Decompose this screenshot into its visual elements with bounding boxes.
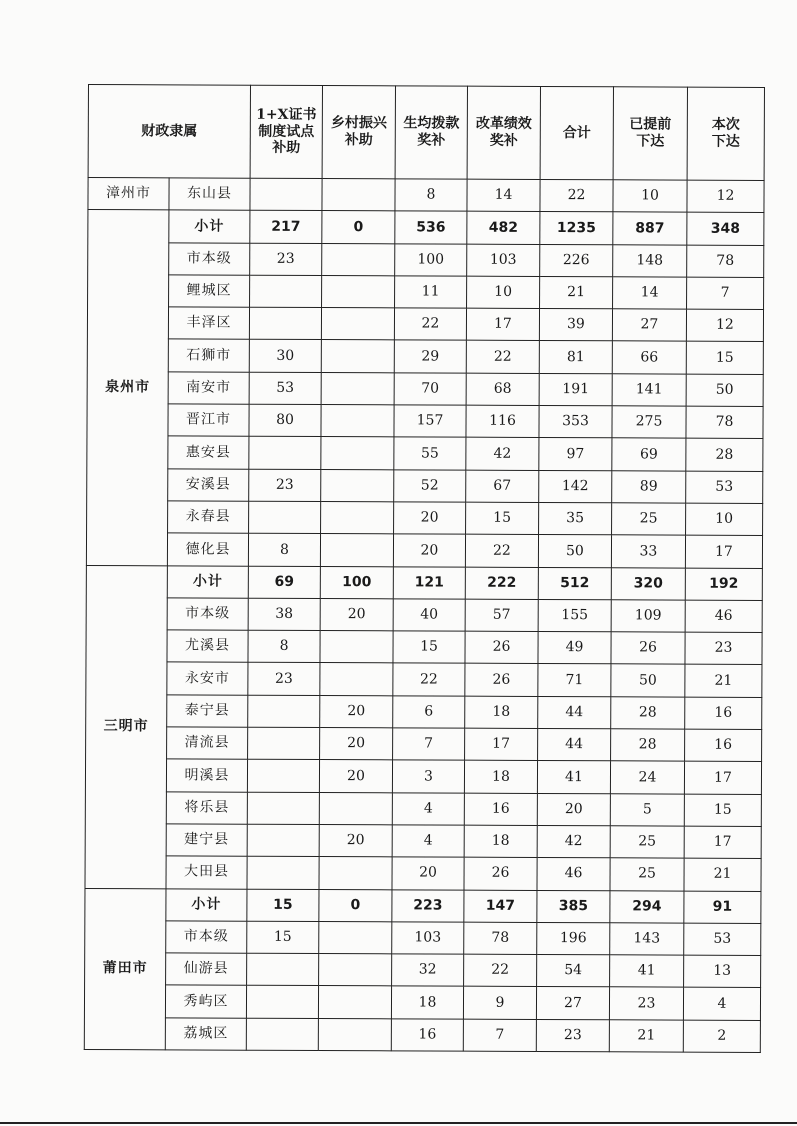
cell-per-student: 16: [391, 1019, 463, 1052]
header-per-student-line: 奖补: [417, 132, 446, 149]
cell-advance: 148: [613, 244, 687, 277]
cell-total: 21: [540, 276, 613, 309]
county-cell: 市本级: [166, 921, 247, 954]
cell-cert: [247, 824, 319, 857]
cell-per-student: 20: [393, 534, 465, 567]
county-cell: 大田县: [166, 856, 247, 889]
table-row: [84, 1017, 760, 1052]
header-rural: [322, 86, 395, 179]
cell-advance: 28: [611, 697, 685, 730]
cell-cert: [247, 760, 319, 793]
cell-cert: [246, 986, 318, 1019]
cell-advance: 143: [610, 923, 684, 956]
cell-per-student: 6: [393, 696, 465, 729]
cell-current: 17: [684, 826, 761, 859]
cell-reform: 9: [463, 987, 536, 1020]
cell-reform: 22: [464, 954, 537, 987]
cell-cert: 38: [248, 598, 320, 631]
table-row: [88, 242, 764, 277]
city-cell: 漳州市: [88, 178, 169, 211]
cell-total: 385: [537, 890, 610, 923]
cell-current: 53: [684, 923, 761, 956]
cell-total: 46: [537, 858, 610, 891]
county-cell: 安溪县: [168, 469, 249, 502]
county-cell: 清流县: [167, 727, 248, 760]
cell-advance: 25: [612, 503, 686, 536]
cell-current: 4: [683, 988, 760, 1021]
county-cell: 明溪县: [166, 759, 247, 792]
cell-current: 16: [685, 697, 762, 730]
header-affiliation: 财政隶属: [88, 85, 250, 179]
cell-reform: 26: [465, 631, 538, 664]
cell-rural: [321, 405, 394, 438]
header-advance: [613, 87, 687, 180]
page-bottom-rule: [0, 1122, 797, 1124]
cell-per-student: 22: [394, 308, 466, 341]
header-row: [88, 85, 764, 181]
cell-cert: 53: [249, 372, 321, 405]
table-row: [88, 178, 764, 213]
cell-reform: 26: [465, 664, 538, 697]
cell-reform: 482: [467, 211, 540, 244]
cell-advance: 275: [612, 406, 686, 439]
cell-advance: 25: [610, 826, 684, 859]
county-cell: 尤溪县: [167, 630, 248, 663]
cell-cert: [248, 727, 320, 760]
cell-total: 20: [537, 793, 610, 826]
city-cell: 泉州市: [86, 210, 169, 566]
cell-per-student: 3: [392, 760, 464, 793]
cell-total: 512: [538, 567, 611, 600]
cell-cert: [249, 307, 321, 340]
cell-rural: [321, 308, 394, 341]
cell-rural: [319, 921, 392, 954]
cell-cert: 217: [250, 211, 322, 244]
cell-per-student: 20: [392, 857, 464, 890]
header-reform-line: 改革绩效: [475, 115, 532, 133]
cell-current: 348: [687, 212, 764, 245]
cell-current: 21: [684, 858, 761, 891]
city-cell: 莆田市: [84, 888, 166, 1050]
cell-current: 23: [685, 632, 762, 665]
cell-rural: [318, 1018, 391, 1051]
cell-per-student: 55: [394, 437, 466, 470]
cell-cert: 8: [248, 630, 320, 663]
county-cell: 荔城区: [165, 1018, 246, 1051]
cell-current: 15: [684, 794, 761, 827]
cell-reform: 15: [466, 502, 539, 535]
county-cell: 仙游县: [166, 953, 247, 986]
cell-current: 46: [685, 600, 762, 633]
cell-advance: 69: [612, 438, 686, 471]
cell-reform: 147: [464, 890, 537, 923]
cell-cert: [249, 501, 321, 534]
cell-cert: [250, 275, 322, 308]
cell-advance: 41: [610, 955, 684, 988]
table-row: [87, 371, 763, 406]
cell-current: 28: [686, 438, 763, 471]
cell-reform: 17: [466, 308, 539, 341]
cell-reform: 10: [467, 276, 540, 309]
cell-current: 192: [685, 568, 762, 601]
table-body: [84, 178, 764, 1053]
county-cell: 东山县: [169, 178, 250, 211]
cell-per-student: 4: [392, 792, 464, 825]
cell-total: 353: [539, 406, 612, 439]
cell-current: 16: [685, 729, 762, 762]
cell-per-student: 4: [392, 825, 464, 858]
cell-current: 78: [687, 245, 764, 278]
cell-advance: 14: [613, 277, 687, 310]
allocation-table: [84, 84, 765, 1053]
table-row: [87, 468, 763, 503]
cell-advance: 5: [610, 793, 684, 826]
cell-advance: 320: [611, 567, 685, 600]
header-rural-line: 补助: [344, 132, 373, 149]
cell-total: 44: [538, 696, 611, 729]
cell-advance: 66: [612, 341, 686, 374]
cell-cert: 15: [247, 889, 319, 922]
cell-rural: 20: [320, 695, 393, 728]
cell-cert: [248, 695, 320, 728]
cell-per-student: 20: [394, 502, 466, 535]
table-row: [86, 597, 762, 632]
cell-advance: 24: [610, 761, 684, 794]
cell-current: 17: [685, 535, 762, 568]
cell-cert: 69: [248, 566, 320, 599]
cell-cert: [247, 953, 319, 986]
table-row: [87, 339, 763, 374]
table-row: [87, 404, 763, 439]
cell-rural: 0: [319, 889, 392, 922]
header-advance-line: 下达: [636, 133, 665, 150]
county-cell: 泰宁县: [167, 695, 248, 728]
table-row: [86, 533, 762, 568]
cell-current: 10: [686, 503, 763, 536]
cell-total: 44: [538, 729, 611, 762]
cell-rural: [322, 243, 395, 276]
county-cell: 市本级: [167, 598, 248, 631]
cell-rural: [319, 954, 392, 987]
cell-advance: 33: [611, 535, 685, 568]
table-row: [84, 985, 760, 1020]
cell-current: 7: [687, 277, 764, 310]
cell-reform: 17: [465, 728, 538, 761]
cell-advance: 25: [610, 858, 684, 891]
cell-per-student: 70: [394, 373, 466, 406]
cell-advance: 887: [613, 212, 687, 245]
header-reform-line: 奖补: [489, 132, 518, 149]
county-cell: 晋江市: [168, 404, 249, 437]
header-total: [540, 86, 613, 179]
cell-cert: 8: [248, 533, 320, 566]
table-row: [87, 307, 763, 342]
cell-rural: [318, 986, 391, 1019]
header-cert-line: 补助: [272, 140, 301, 157]
cell-reform: 22: [465, 534, 538, 567]
cell-current: 12: [687, 180, 764, 213]
table-row: [85, 953, 761, 988]
cell-advance: 10: [613, 180, 687, 213]
cell-per-student: 32: [392, 954, 464, 987]
table-row: [86, 694, 762, 729]
cell-cert: 23: [248, 663, 320, 696]
cell-reform: 22: [466, 341, 539, 374]
subtotal-label: 小计: [166, 888, 247, 921]
cell-reform: 26: [464, 857, 537, 890]
cell-current: 2: [683, 1020, 760, 1053]
cell-current: 50: [686, 374, 763, 407]
cell-reform: 7: [463, 1019, 536, 1052]
header-total-line: 合计: [562, 124, 591, 141]
table-row: [86, 727, 762, 762]
header-reform: [467, 86, 540, 179]
cell-current: 12: [686, 309, 763, 342]
cell-rural: 20: [319, 824, 392, 857]
cell-rural: 100: [320, 566, 393, 599]
cell-rural: [321, 437, 394, 470]
cell-per-student: 18: [391, 986, 463, 1019]
cell-advance: 109: [611, 600, 685, 633]
cell-rural: [320, 631, 393, 664]
table-row: [85, 759, 761, 794]
header-per-student: [395, 86, 467, 179]
cell-rural: [321, 340, 394, 373]
cell-total: 142: [539, 470, 612, 503]
cell-current: 17: [684, 761, 761, 794]
cell-per-student: 11: [395, 276, 467, 309]
cell-cert: 80: [249, 404, 321, 437]
cell-cert: [246, 1018, 318, 1051]
cell-rural: [320, 534, 393, 567]
cell-rural: [319, 792, 392, 825]
cell-rural: [321, 469, 394, 502]
cell-reform: 222: [465, 567, 538, 600]
cell-advance: 23: [609, 987, 683, 1020]
cell-total: 22: [540, 179, 613, 212]
table-row: [85, 856, 761, 891]
cell-total: 71: [538, 664, 611, 697]
cell-rural: [321, 372, 394, 405]
cell-rural: [320, 663, 393, 696]
cell-per-student: 121: [393, 566, 465, 599]
subtotal-label: 小计: [167, 565, 248, 598]
header-cert-line: 1+X证书: [256, 106, 317, 123]
cell-total: 97: [539, 438, 612, 471]
cell-rural: 20: [320, 728, 393, 761]
cell-total: 35: [539, 502, 612, 535]
cell-rural: 20: [319, 760, 392, 793]
county-cell: 将乐县: [166, 791, 247, 824]
cell-per-student: 7: [393, 728, 465, 761]
county-cell: 永安市: [167, 662, 248, 695]
cell-total: 42: [537, 825, 610, 858]
cell-per-student: 103: [392, 922, 464, 955]
county-cell: 永春县: [168, 501, 249, 534]
header-current-line: 本次: [711, 116, 740, 134]
county-cell: 市本级: [169, 242, 250, 275]
cell-cert: 30: [249, 340, 321, 373]
cell-per-student: 15: [393, 631, 465, 664]
cell-rural: 0: [322, 211, 395, 244]
cell-advance: 89: [612, 470, 686, 503]
table-row: [85, 823, 761, 858]
cell-cert: [250, 178, 322, 211]
cell-cert: 15: [247, 921, 319, 954]
table-row: [85, 920, 761, 955]
cell-reform: 116: [466, 405, 539, 438]
table-row: [88, 274, 764, 309]
cell-reform: 16: [464, 793, 537, 826]
header-current: [687, 87, 764, 180]
cell-rural: [322, 275, 395, 308]
cell-current: 53: [686, 471, 763, 504]
subtotal-label: 小计: [169, 210, 250, 243]
cell-total: 196: [537, 922, 610, 955]
cell-total: 54: [537, 955, 610, 988]
cell-reform: 42: [466, 438, 539, 471]
cell-rural: 20: [320, 598, 393, 631]
cell-cert: [249, 437, 321, 470]
county-cell: 南安市: [168, 372, 249, 405]
cell-cert: [247, 792, 319, 825]
cell-current: 91: [684, 891, 761, 924]
cell-rural: [319, 857, 392, 890]
county-cell: 石狮市: [168, 339, 249, 372]
cell-per-student: 22: [393, 663, 465, 696]
cell-total: 27: [536, 987, 609, 1020]
cell-per-student: 29: [394, 340, 466, 373]
cell-advance: 27: [612, 309, 686, 342]
city-cell: 三明市: [85, 565, 167, 888]
cell-advance: 294: [610, 890, 684, 923]
table-row: [86, 630, 762, 665]
cell-current: 13: [684, 955, 761, 988]
cell-reform: 57: [465, 599, 538, 632]
table-row: [87, 500, 763, 535]
header-current-line: 下达: [711, 133, 740, 150]
cell-reform: 68: [466, 373, 539, 406]
cell-rural: [322, 179, 395, 212]
cell-per-student: 40: [393, 599, 465, 632]
cell-per-student: 223: [392, 889, 464, 922]
cell-reform: 18: [464, 825, 537, 858]
cell-cert: 23: [250, 243, 322, 276]
cell-per-student: 52: [394, 470, 466, 503]
cell-reform: 103: [467, 244, 540, 277]
cell-advance: 50: [611, 664, 685, 697]
cell-reform: 67: [466, 470, 539, 503]
cell-rural: [321, 501, 394, 534]
cell-advance: 26: [611, 632, 685, 665]
cell-per-student: 536: [395, 211, 467, 244]
cell-total: 226: [540, 244, 613, 277]
cell-total: 1235: [540, 212, 613, 245]
county-cell: 丰泽区: [168, 307, 249, 340]
cell-per-student: 8: [395, 179, 467, 212]
header-advance-line: 已提前: [629, 116, 672, 133]
table-row: [87, 436, 763, 471]
county-cell: 秀屿区: [165, 985, 246, 1018]
cell-total: 39: [539, 309, 612, 342]
cell-total: 81: [539, 341, 612, 374]
header-cert: [250, 85, 322, 178]
cell-total: 155: [538, 599, 611, 632]
cell-advance: 28: [611, 729, 685, 762]
county-cell: 建宁县: [166, 824, 247, 857]
subtotal-row: [85, 888, 761, 923]
cell-total: 191: [539, 373, 612, 406]
cell-advance: 21: [609, 1020, 683, 1053]
county-cell: 鲤城区: [169, 275, 250, 308]
cell-total: 49: [538, 632, 611, 665]
cell-current: 15: [686, 342, 763, 375]
cell-reform: 18: [464, 760, 537, 793]
table-row: [85, 791, 761, 826]
header-rural-line: 乡村振兴: [330, 115, 387, 132]
cell-total: 41: [537, 761, 610, 794]
cell-per-student: 100: [395, 243, 467, 276]
cell-reform: 18: [465, 696, 538, 729]
cell-per-student: 157: [394, 405, 466, 438]
cell-reform: 14: [467, 179, 540, 212]
subtotal-row: [88, 210, 764, 245]
table-row: [86, 662, 762, 697]
header-cert-line: 制度试点: [258, 123, 315, 140]
cell-advance: 141: [612, 374, 686, 407]
cell-cert: [247, 856, 319, 889]
county-cell: 德化县: [167, 533, 248, 566]
cell-reform: 78: [464, 922, 537, 955]
header-per-student-line: 生均拨款: [403, 115, 460, 132]
cell-total: 50: [538, 535, 611, 568]
cell-total: 23: [536, 1019, 609, 1052]
county-cell: 惠安县: [168, 436, 249, 469]
cell-cert: 23: [249, 469, 321, 502]
subtotal-row: [86, 565, 762, 600]
cell-current: 21: [685, 665, 762, 698]
cell-current: 78: [686, 406, 763, 439]
